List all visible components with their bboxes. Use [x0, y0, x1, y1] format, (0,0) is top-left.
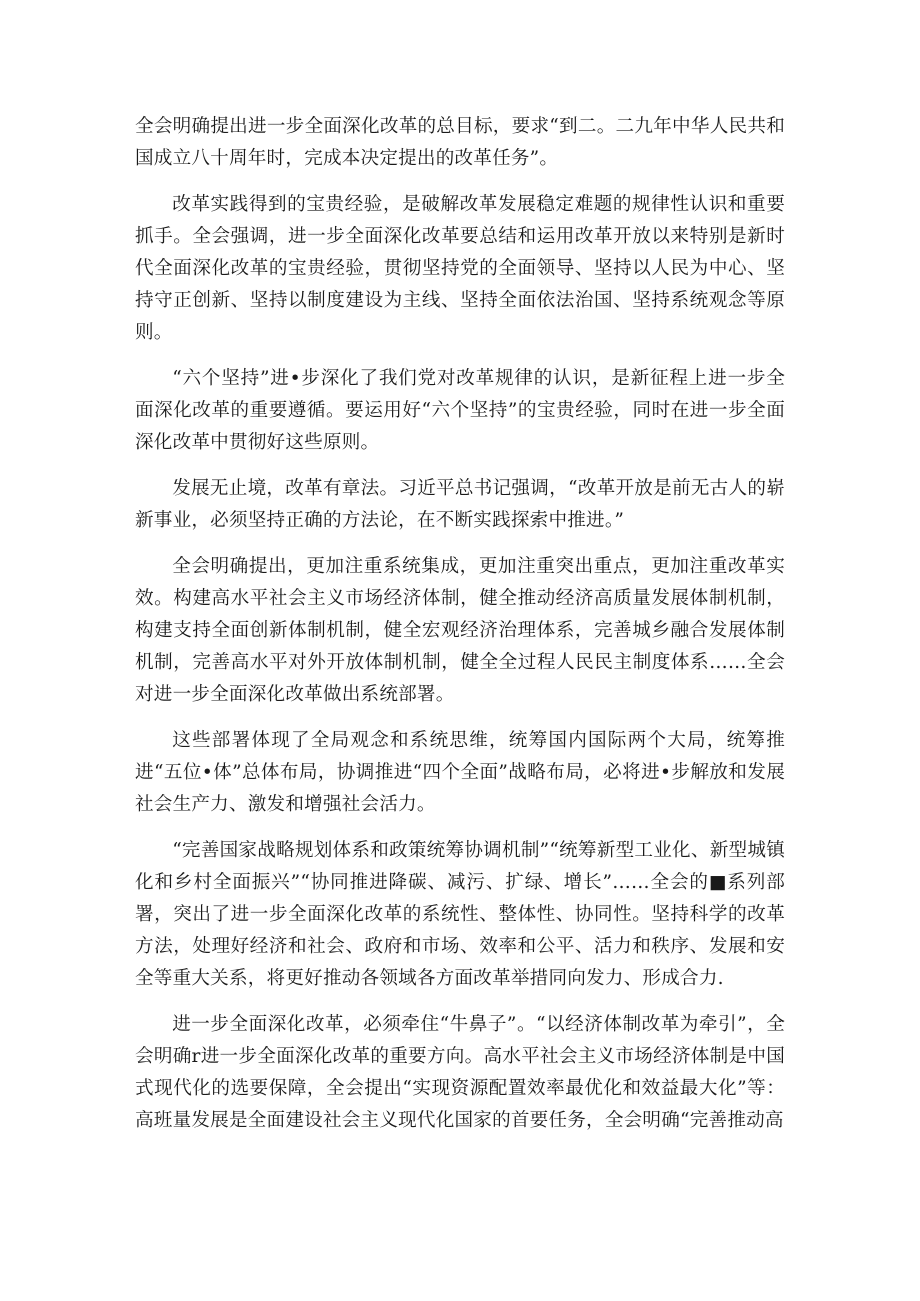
- paragraph-5: 全会明确提出，更加注重系统集成，更加注重突出重点，更加注重改革实效。构建高水平社会主义市场经济体制，健全推动经济高质量发展体制机制，构建支持全面创新体制机制，健全宏观经济治理体系，完善城乡融合发展体制机制，完善高水平对外开放体制机制，健全全过程人民民主制度体系……全会对进一步全面深化改革做出系统部署。: [135, 556, 785, 705]
- paragraph-1: 全会明确提出进一步全面深化改革的总目标，要求“到二。二九年中华人民共和国成立八十周年时，完成本决定提出的改革任务”。: [135, 116, 785, 169]
- paragraph-2: 改革实践得到的宝贵经验，是破解改革发展稳定难题的规律性认识和重要抓手。全会强调，进一步全面深化改革要总结和运用改革开放以来特别是新时代全面深化改革的宝贵经验，贯彻坚持党的全面领导、坚持以人民为中心、坚持守正创新、坚持以制度建设为主线、坚持全面依法治国、坚持系统观念等原则。: [135, 194, 785, 343]
- paragraph-4: 发展无止境，改革有章法。习近平总书记强调，“改革开放是前无古人的崭新事业，必须坚持正确的方法论，在不断实践探索中推进。”: [135, 478, 785, 531]
- document-body: [135, 111, 785, 1151]
- paragraph-3: “六个坚持”进•步深化了我们党对改革规律的认识，是新征程上进一步全面深化改革的重要遵循。要运用好“六个坚持”的宝贵经验，同时在进一步全面深化改革中贯彻好这些原则。: [135, 368, 785, 453]
- paragraph-8: 进一步全面深化改革，必须牵住“牛鼻子”。“以经济体制改革为牵引”，全会明确r进一步全面深化改革的重要方向。高水平社会主义市场经济体制是中国式现代化的选要保障，全会提出“实现资源配置效率最优化和效益最大化”等：高班量发展是全面建设社会主义现代化国家的首要任务，全会明确“完善推动高: [135, 1014, 785, 1131]
- paragraph-7: “完善国家战略规划体系和政策统筹协调机制”“统筹新型工业化、新型城镇化和乡村全面振兴”“协同推进降碳、减污、扩绿、增长”……全会的■系列部署，突出了进一步全面深化改革的系统性、整体性、协同性。坚持科学的改革方法，处理好经济和社会、政府和市场、效率和公平、活力和秩序、发展和安全等重大关系，将更好推动各领域各方面改革举措同向发力、形成合力.: [135, 840, 785, 989]
- paragraph-6: 这些部署体现了全局观念和系统思维，统筹国内国际两个大局，统筹推进“五位•体”总体布局，协调推进“四个全面”战略布局，必将进•步解放和发展社会生产力、激发和增强社会活力。: [135, 730, 785, 815]
